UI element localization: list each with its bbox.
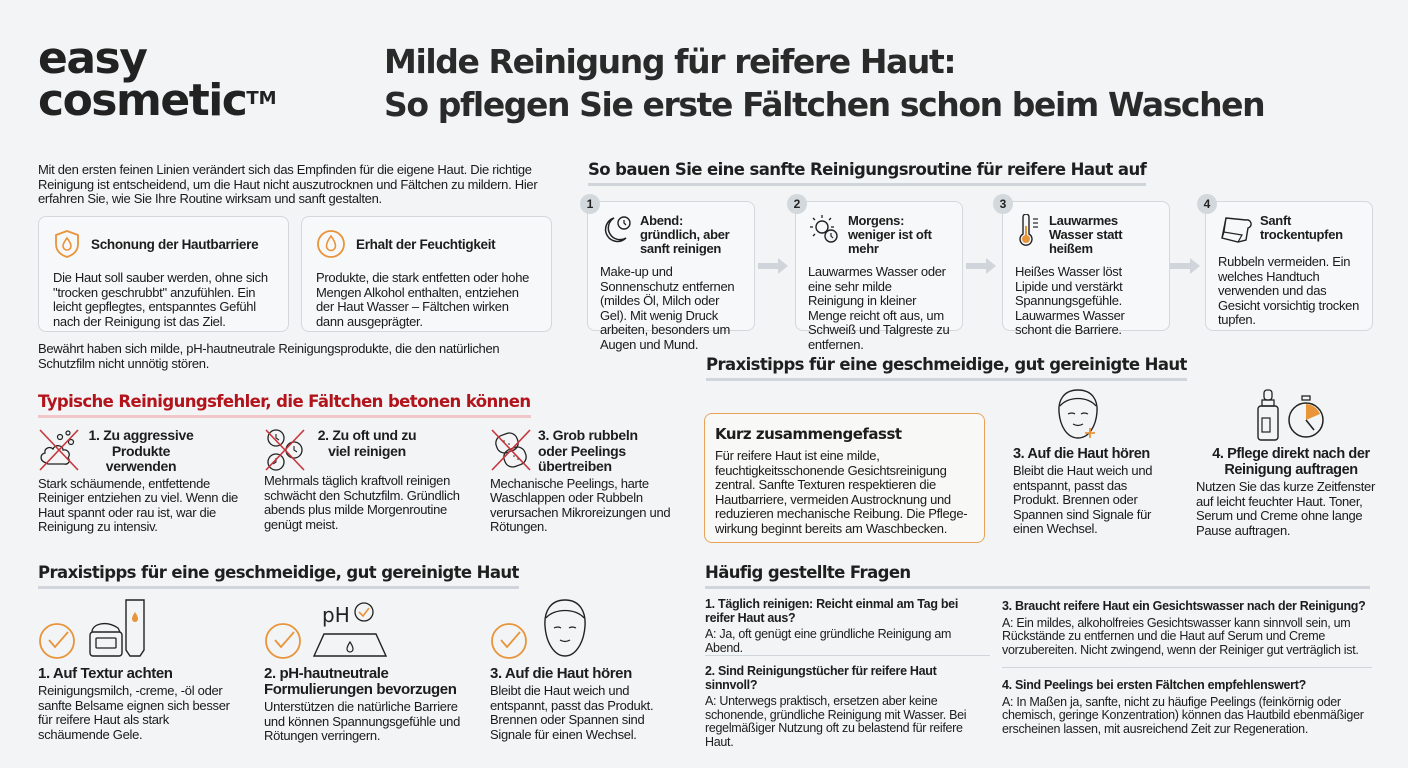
- brand-logo: [38, 33, 277, 126]
- step-title: Lauwarmes Wasser statt heißem: [1049, 213, 1123, 256]
- faq-question: 4. Sind Peelings bei ersten Fältchen empfehlenswert?: [1002, 678, 1306, 692]
- faq-question: 2. Sind Reinigungstücher für reifere Haut sinnvoll?: [705, 664, 937, 692]
- tip-text: Nutzen Sie das kurze Zeitfenster auf leicht feuchter Haut. Toner, Serum und Creme ohne lange Pause auftragen.: [1196, 479, 1375, 538]
- faq-item-2[interactable]: [705, 665, 990, 749]
- step-text: Rubbeln vermeiden. Ein welches Handtuch verwenden und das Gesicht vorsichtig trocken tupfen.: [1218, 254, 1360, 327]
- routine-step-1: [587, 201, 755, 352]
- page-title: [384, 40, 1264, 126]
- jar-tube-icon: [86, 598, 150, 660]
- mistake-text: Mechanische Peelings, harte Waschlappen oder Rubbeln verursachen Mikroreizungen und Rötungen.: [490, 475, 671, 534]
- step-number-badge: 1: [580, 194, 600, 214]
- step-text: Lauwarmes Wasser oder eine sehr milde Reinigung in kleiner Menge reicht oft aus, um Schweiß und Talgreste zu entfernen.: [808, 264, 950, 352]
- faq-answer: A: In Maßen ja, sanfte, nicht zu häufige Peelings (feinkörnig oder chemisch, geringe Konzentration) können das Hautbild ebenmäßiger erscheinen lassen, mit ausreichend Zeit zur Regeneration.: [1002, 694, 1364, 736]
- face-icon: [540, 598, 590, 660]
- mistake-item-2: [264, 428, 474, 532]
- tip-text: Bleibt die Haut weich und entspannt, passt das Produkt. Brennen oder Spannen sind Signale für einen Wechsel.: [1013, 463, 1153, 536]
- mistake-item-3: [490, 428, 680, 535]
- step-title: Abend: gründlich, aber sanft reinigen: [640, 213, 730, 256]
- mistake-text: Stark schäumende, entfettende Reiniger entziehen zu viel. Wenn die Haut spannt oder rau ist, war die Reinigung zu intensiv.: [38, 475, 238, 534]
- routine-step-2: [795, 201, 963, 352]
- towel-icon: [1218, 214, 1254, 246]
- thermometer-icon: [1015, 214, 1043, 246]
- routine-heading: So bauen Sie eine sanfte Reinigungsroutine für reifere Haut auf: [588, 160, 1146, 186]
- step-title: Sanft trockentupfen: [1260, 213, 1343, 242]
- faq-answer: A: Ein mildes, alkoholfreies Gesichtswasser kann sinnvoll sein, um Rückstände zu entfernen und die Haut auf Serum und Creme vorzubereiten. Nicht zwingend, wenn der Reiniger gut verträglich ist.: [1002, 615, 1359, 657]
- info-card-barrier: [38, 216, 289, 332]
- tip-title: 1. Auf Textur achten: [38, 665, 173, 682]
- drop-circle-icon: [316, 229, 346, 259]
- sun-clock-icon: [808, 214, 842, 244]
- crossed-clocks-icon: [264, 428, 306, 472]
- summary-title: Kurz zusammengefasst: [715, 425, 902, 443]
- step-title: Morgens: weniger ist oft mehr: [848, 213, 932, 256]
- face-sparkle-icon: [1054, 388, 1102, 442]
- faq-heading: Häufig gestellte Fragen: [705, 563, 1370, 589]
- title-line1: Milde Reinigung für reifere Haut:: [384, 42, 956, 81]
- card-text: Produkte, die stark entfetten oder hohe Mengen Alkohol enthalten, entziehen der Haut Wasser – Fältchen wirken dann ausgeprägter.: [316, 270, 530, 329]
- faq-question: 1. Täglich reinigen: Reicht einmal am Tag bei reifer Haut aus?: [705, 597, 958, 625]
- tips-heading-right: Praxistipps für eine geschmeidige, gut gereinigte Haut: [706, 355, 1187, 381]
- check-circle-icon: [264, 622, 302, 660]
- mistakes-heading: Typische Reinigungsfehler, die Fältchen betonen können: [38, 392, 531, 418]
- card-text: Die Haut soll sauber werden, ohne sich "trocken geschrubbt" anzufühlen. Ein leicht gepflegtes, entspanntes Gefühl nach der Reinigung ist das Ziel.: [53, 270, 268, 329]
- arrow-right-icon: [758, 258, 788, 274]
- step-number-badge: 2: [787, 194, 807, 214]
- serum-bottle-icon: [1256, 388, 1280, 442]
- faq-item-1[interactable]: [705, 598, 990, 655]
- tip-item-3: [490, 600, 680, 742]
- summary-text: Für reifere Haut ist eine milde, feuchtigkeitsschonende Gesichtsreinigung zentral. Sanfte Texturen respektieren die Hautbarriere, vermeiden Austrocknung und reduzieren mechanische Reibung. Die Pflegewirkung beginnt bereits am Waschbecken.: [715, 448, 968, 536]
- tip-text: Reinigungsmilch, -creme, -öl oder sanfte Belsame eignen sich besser für reifere Haut als stark schäumende Gele.: [38, 683, 230, 742]
- mistake-text: Mehrmals täglich kraftvoll reinigen schwächt den Schutzfilm. Gründlich abends plus milde Morgenroutine genügt meist.: [264, 473, 460, 532]
- info-card-moisture: [301, 216, 552, 332]
- arrow-right-icon: [1170, 258, 1200, 274]
- tips-heading: Praxistipps für eine geschmeidige, gut gereinigte Haut: [38, 563, 519, 589]
- divider: [1002, 667, 1372, 668]
- ph-strip-icon: [312, 598, 388, 660]
- divider: [705, 655, 990, 656]
- faq-answer: A: Ja, oft genügt eine gründliche Reinigung am Abend.: [705, 627, 952, 655]
- shield-drop-icon: [53, 229, 81, 259]
- mistake-title: 2. Zu oft und zu viel reinigen: [317, 427, 417, 459]
- tip-title: 2. pH-hautneutrale Formulierungen bevorzugen: [264, 665, 457, 698]
- faq-item-4[interactable]: [1002, 679, 1382, 736]
- tip-item-2: [264, 600, 474, 744]
- step-text: Make-up und Sonnenschutz entfernen (mildes Öl, Milch oder Gel). Mit wenig Druck arbeiten, besonders um Augen und Mund.: [600, 264, 735, 352]
- crossed-foam-icon: [38, 428, 80, 472]
- step-number-badge: 4: [1197, 194, 1217, 214]
- card-title: Schonung der Hautbarriere: [91, 236, 259, 252]
- brand-line1: easy: [38, 33, 147, 84]
- tip-text: Unterstützen die natürliche Barriere und können Spannungsgefühle und Rötungen verringern.: [264, 699, 460, 743]
- tip-title: 3. Auf die Haut hören: [490, 665, 632, 682]
- intro-footer: Bewährt haben sich milde, pH-hautneutrale Reinigungsprodukte, die den natürlichen Schutzfilm nicht unnötig stören.: [38, 341, 500, 371]
- svg-text:pH: pH: [322, 603, 350, 627]
- moon-clock-icon: [600, 214, 634, 244]
- faq-item-3[interactable]: [1002, 600, 1382, 657]
- tip-item-1: [38, 600, 238, 742]
- tip-item-right-3: [1013, 388, 1163, 537]
- title-line2: So pflegen Sie erste Fältchen schon beim Waschen: [384, 85, 1265, 124]
- step-number-badge: 3: [993, 194, 1013, 214]
- arrow-right-icon: [966, 258, 996, 274]
- summary-box: [704, 413, 985, 543]
- mistake-title: 1. Zu aggressive Produkte verwenden: [88, 427, 194, 474]
- card-title: Erhalt der Feuchtigkeit: [356, 236, 496, 252]
- trademark: TM: [246, 88, 277, 109]
- brand-line2: cosmetic: [38, 75, 247, 126]
- faq-question: 3. Braucht reifere Haut ein Gesichtswasser nach der Reinigung?: [1002, 599, 1366, 613]
- check-circle-icon: [490, 622, 528, 660]
- check-circle-icon: [38, 622, 76, 660]
- mistake-title: 3. Grob rubbeln oder Peelings übertreiben: [538, 427, 638, 474]
- tip-title: 3. Auf die Haut hören: [1013, 446, 1150, 462]
- crossed-sponge-icon: [490, 428, 532, 472]
- tip-text: Bleibt die Haut weich und entspannt, passt das Produkt. Brennen oder Spannen sind Signale für einen Wechsel.: [490, 683, 654, 742]
- tip-item-right-4: [1196, 388, 1386, 538]
- tip-title: 4. Pflege direkt nach der Reinigung auftragen: [1212, 446, 1370, 478]
- routine-step-3: [1002, 201, 1170, 337]
- step-text: Heißes Wasser löst Lipide und verstärkt Spannungsgefühle. Lauwarmes Wasser schont die Barriere.: [1015, 264, 1125, 337]
- mistake-item-1: [38, 428, 248, 535]
- faq-answer: A: Unterwegs praktisch, ersetzen aber keine schonende, gründliche Reinigung mit Wasser. Bei regelmäßiger Nutzung oft zu belastend für reifere Haut.: [705, 694, 967, 749]
- timer-icon: [1286, 388, 1326, 442]
- routine-step-4: [1205, 201, 1373, 331]
- intro-text: Mit den ersten feinen Linien verändert sich das Empfinden für die eigene Haut. Die richtige Reinigung ist entscheidend, um die Haut nicht auszutrocknen und Fältchen zu mildern. Hier erfahren Sie, wie Sie Ihre Routine wirksam und sanft gestalten.: [38, 162, 538, 206]
